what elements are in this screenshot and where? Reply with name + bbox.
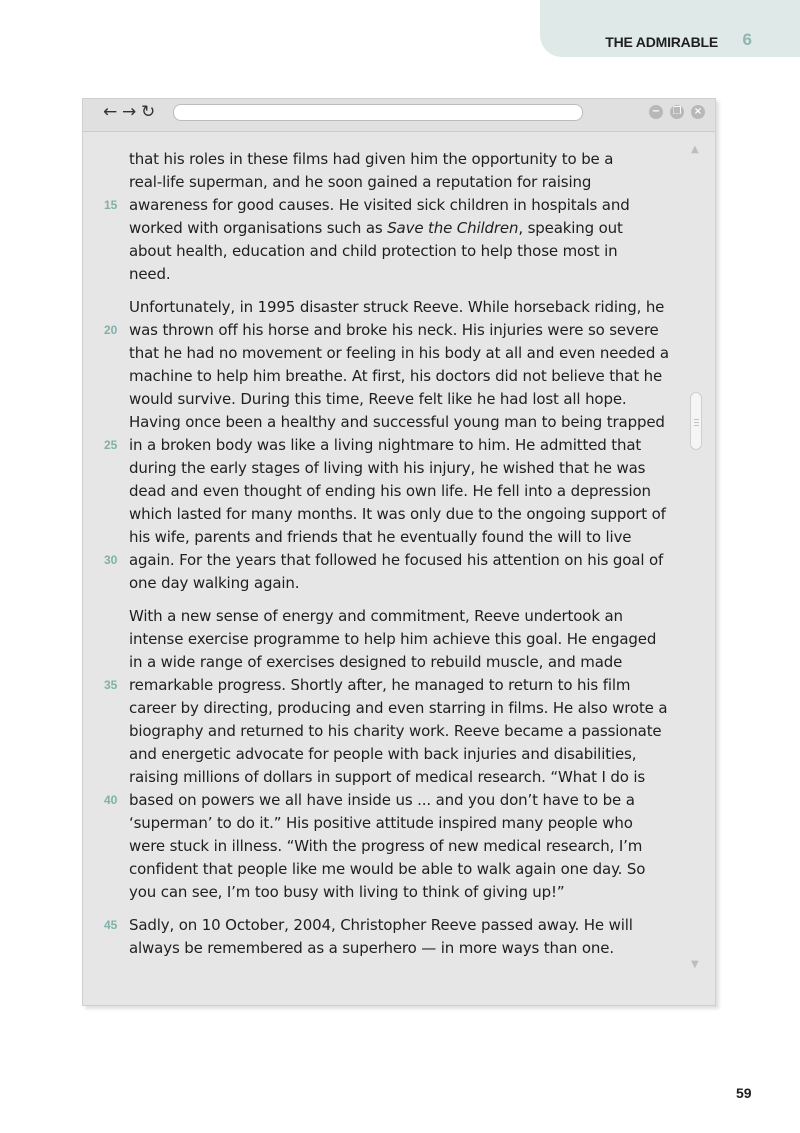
page-number: 59	[736, 1085, 752, 1101]
article-line: which lasted for many months. It was only due to the ongoing support of	[129, 505, 666, 523]
article-line: again. For the years that followed he focused his attention on his goal of	[129, 551, 664, 569]
grip-line	[694, 425, 699, 426]
browser-toolbar	[83, 99, 715, 132]
article-line: in a wide range of exercises designed to rebuild muscle, and made	[129, 653, 623, 671]
grip-line	[694, 422, 699, 423]
article-line: was thrown off his horse and broke his neck. His injuries were so severe	[129, 321, 659, 339]
article-line: real-life superman, and he soon gained a reputation for raising	[129, 173, 592, 191]
article-line: about health, education and child protection to help those most in	[129, 242, 618, 260]
article-line: awareness for good causes. He visited sick children in hospitals and	[129, 196, 630, 214]
line-number: 45	[104, 918, 118, 932]
scrollbar-thumb[interactable]	[690, 392, 702, 450]
grip-line	[694, 419, 699, 420]
article-line: that he had no movement or feeling in his body at all and even needed a	[129, 344, 669, 362]
article-line: biography and returned to his charity work. Reeve became a passionate	[129, 722, 662, 740]
forward-arrow-icon[interactable]: →	[122, 102, 137, 122]
line-number: 15	[104, 198, 118, 212]
article-line: in a broken body was like a living nightmare to him. He admitted that	[129, 436, 642, 454]
browser-window	[82, 98, 716, 1006]
article-line: would survive. During this time, Reeve felt like he had lost all hope.	[129, 390, 627, 408]
scroll-up-icon[interactable]: ▲	[691, 144, 699, 155]
restore-icon: ❐	[672, 106, 682, 117]
article-line: raising millions of dollars in support of medical research. “What I do is	[129, 768, 646, 786]
article-line: dead and even thought of ending his own life. He fell into a depression	[129, 482, 651, 500]
article-line: were stuck in illness. “With the progress of new medical research, I’m	[129, 837, 643, 855]
article-line: always be remembered as a superhero — in more ways than one.	[129, 939, 614, 957]
line-number: 20	[104, 323, 118, 337]
refresh-icon[interactable]: ↻	[141, 102, 156, 122]
line-number: 30	[104, 553, 118, 567]
line-number: 40	[104, 793, 118, 807]
article-line: Sadly, on 10 October, 2004, Christopher Reeve passed away. He will	[129, 916, 633, 934]
article-line: confident that people like me would be able to walk again one day. So	[129, 860, 646, 878]
article-line: remarkable progress. Shortly after, he managed to return to his film	[129, 676, 631, 694]
close-button[interactable]	[691, 105, 705, 119]
address-bar[interactable]	[173, 104, 583, 121]
article-line: need.	[129, 265, 171, 283]
article-line: his wife, parents and friends that he eventually found the will to live	[129, 528, 632, 546]
back-arrow-icon[interactable]: ←	[103, 102, 118, 122]
close-icon: ×	[693, 106, 703, 117]
article-line: you can see, I’m too busy with living to think of giving up!”	[129, 883, 565, 901]
restore-button[interactable]	[670, 105, 684, 119]
article-line: ‘superman’ to do it.” His positive attitude inspired many people who	[129, 814, 633, 832]
minimize-button[interactable]	[649, 105, 663, 119]
article-line: intense exercise programme to help him achieve this goal. He engaged	[129, 630, 657, 648]
unit-number: 6	[742, 30, 752, 49]
article-line: worked with organisations such as Save the Children, speaking out	[129, 219, 623, 237]
article-line: Unfortunately, in 1995 disaster struck Reeve. While horseback riding, he	[129, 298, 665, 316]
scroll-down-icon[interactable]: ▼	[691, 959, 699, 970]
line-number: 25	[104, 438, 118, 452]
line-number: 35	[104, 678, 118, 692]
article-line: based on powers we all have inside us ... and you don’t have to be a	[129, 791, 635, 809]
article-line: that his roles in these films had given him the opportunity to be a	[129, 150, 614, 168]
organisation-name: Save the Children	[387, 219, 519, 237]
article-line: Having once been a healthy and successful young man to being trapped	[129, 413, 665, 431]
article-line: and energetic advocate for people with back injuries and disabilities,	[129, 745, 637, 763]
article-line: With a new sense of energy and commitment, Reeve undertook an	[129, 607, 623, 625]
minimize-icon: −	[651, 106, 661, 117]
article-line: one day walking again.	[129, 574, 300, 592]
section-tab	[540, 0, 800, 57]
section-title: THE ADMIRABLE	[605, 34, 718, 50]
article-line: machine to help him breathe. At first, his doctors did not believe that he	[129, 367, 663, 385]
article-line: career by directing, producing and even starring in films. He also wrote a	[129, 699, 668, 717]
article-line: during the early stages of living with his injury, he wished that he was	[129, 459, 646, 477]
